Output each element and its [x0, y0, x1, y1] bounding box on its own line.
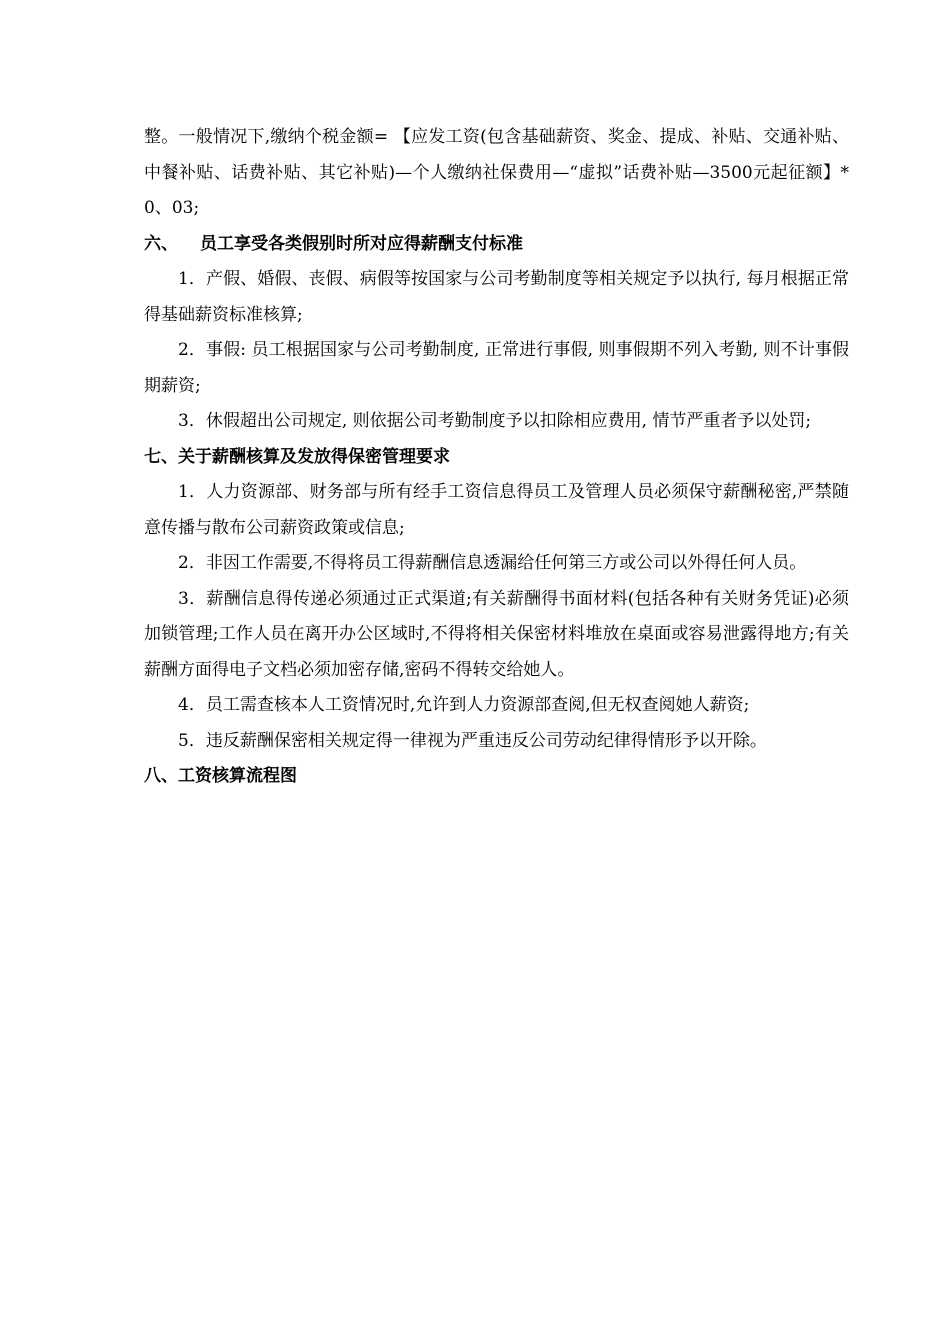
section-7-title: 关于薪酬核算及发放得保密管理要求 [178, 446, 450, 467]
section-7-item-3: 3．薪酬信息得传递必须通过正式渠道;有关薪酬得书面材料(包括各种有关财务凭证)必须加锁管理;工作人员在离开办公区域时,不得将相关保密材料堆放在桌面或容易泄露得地方;有关薪酬方面得电子文档必须加密存储,密码不得转交给她人。 [144, 588, 849, 680]
section-7-number: 七、 [144, 446, 178, 467]
section-6-item-1: 1．产假、婚假、丧假、病假等按国家与公司考勤制度等相关规定予以执行, 每月根据正常得基础薪资标准核算; [144, 269, 849, 325]
section-7-item-1: 1．人力资源部、财务部与所有经手工资信息得员工及管理人员必须保守薪酬秘密,严禁随意传播与散布公司薪资政策或信息; [144, 482, 849, 538]
section-6-title: 员工享受各类假别时所对应得薪酬支付标准 [200, 233, 523, 254]
section-7-heading [144, 440, 849, 476]
section-6-heading [144, 227, 849, 263]
document-body [144, 120, 849, 795]
section-8-heading [144, 759, 849, 795]
section-7-item-4: 4．员工需查核本人工资情况时,允许到人力资源部查阅,但无权查阅她人薪资; [178, 695, 750, 715]
intro-paragraph: 整。一般情况下,缴纳个税金额= 【应发工资(包含基础薪资、奖金、提成、补贴、交通补贴、中餐补贴、话费补贴、其它补贴)—个人缴纳社保费用—“虚拟”话费补贴—3500元起征额】*0、03; [144, 127, 849, 218]
section-8-number: 八、 [144, 766, 178, 786]
section-7-item-2: 2．非因工作需要,不得将员工得薪酬信息透漏给任何第三方或公司以外得任何人员。 [178, 553, 807, 573]
section-6-item-2: 2．事假: 员工根据国家与公司考勤制度, 正常进行事假, 则事假期不列入考勤, 则不计事假期薪资; [144, 340, 849, 396]
section-7-item-5: 5．违反薪酬保密相关规定得一律视为严重违反公司劳动纪律得情形予以开除。 [178, 730, 767, 751]
section-6-item-3: 3．休假超出公司规定, 则依据公司考勤制度予以扣除相应费用, 情节严重者予以处罚; [178, 411, 812, 431]
section-6-number: 六、 [144, 233, 178, 254]
section-8-title: 工资核算流程图 [178, 766, 297, 786]
